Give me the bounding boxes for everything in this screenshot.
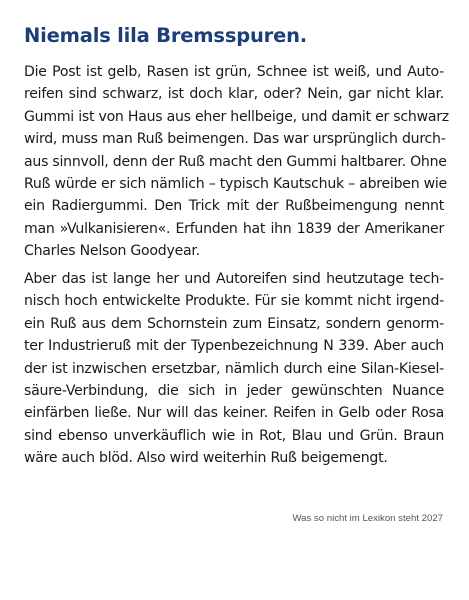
paragraph-line: Charles Nelson Goodyear. bbox=[24, 243, 200, 260]
paragraph-line: ein Radiergummi. Den Trick mit der Rußbeimengung nennt bbox=[24, 198, 444, 215]
paragraph-line: der ist inzwischen ersetzbar, nämlich durch eine Silan-Kiesel- bbox=[24, 360, 444, 377]
paragraph-line: Die Post ist gelb, Rasen ist grün, Schnee ist weiß, und Auto- bbox=[24, 64, 444, 80]
paragraph-line: Gummi ist von Haus aus eher hellbeige, und damit er schwarz bbox=[24, 108, 449, 125]
paragraph-line: wäre auch blöd. Also wird weiterhin Ruß beigemengt. bbox=[24, 450, 388, 467]
paragraph-line: ein Ruß aus dem Schornstein zum Einsatz, sondern genorm- bbox=[24, 315, 444, 332]
footer-source: Was so nicht im Lexikon steht 2027 bbox=[292, 513, 443, 524]
paragraph-line: ter Industrieruß mit der Typenbezeichnung N 339. Aber auch bbox=[24, 338, 444, 355]
paragraph-line: Aber das ist lange her und Autoreifen sind heutzutage tech- bbox=[24, 271, 444, 287]
paragraph-line: sind ebenso unverkäuflich wie in Rot, Blau und Grün. Braun bbox=[24, 427, 444, 444]
paragraph-line: Ruß würde er sich nämlich – typisch Kautschuk – abreiben wie bbox=[24, 176, 447, 193]
paragraph-line: man »Vulkanisieren«. Erfunden hat ihn 1839 der Amerikaner bbox=[24, 220, 444, 237]
article-title: Niemals lila Bremsspuren. bbox=[24, 24, 307, 47]
paragraph-2 bbox=[24, 268, 444, 470]
paragraph-line: reifen sind schwarz, ist doch klar, oder? Nein, gar nicht klar. bbox=[24, 86, 444, 103]
paragraph-1 bbox=[24, 61, 449, 263]
paragraph-line: nisch hoch entwickelte Produkte. Für sie kommt nicht irgend- bbox=[24, 293, 444, 310]
paragraph-line: säure-Verbindung, die sich in jeder gewünschten Nuance bbox=[24, 383, 444, 400]
paragraph-line: aus sinnvoll, denn der Ruß macht den Gummi haltbarer. Ohne bbox=[24, 153, 447, 170]
paragraph-line: wird, muss man Ruß beimengen. Das war ursprünglich durch- bbox=[24, 131, 446, 148]
paragraph-line: einfärben ließe. Nur will das keiner. Reifen in Gelb oder Rosa bbox=[24, 405, 444, 422]
